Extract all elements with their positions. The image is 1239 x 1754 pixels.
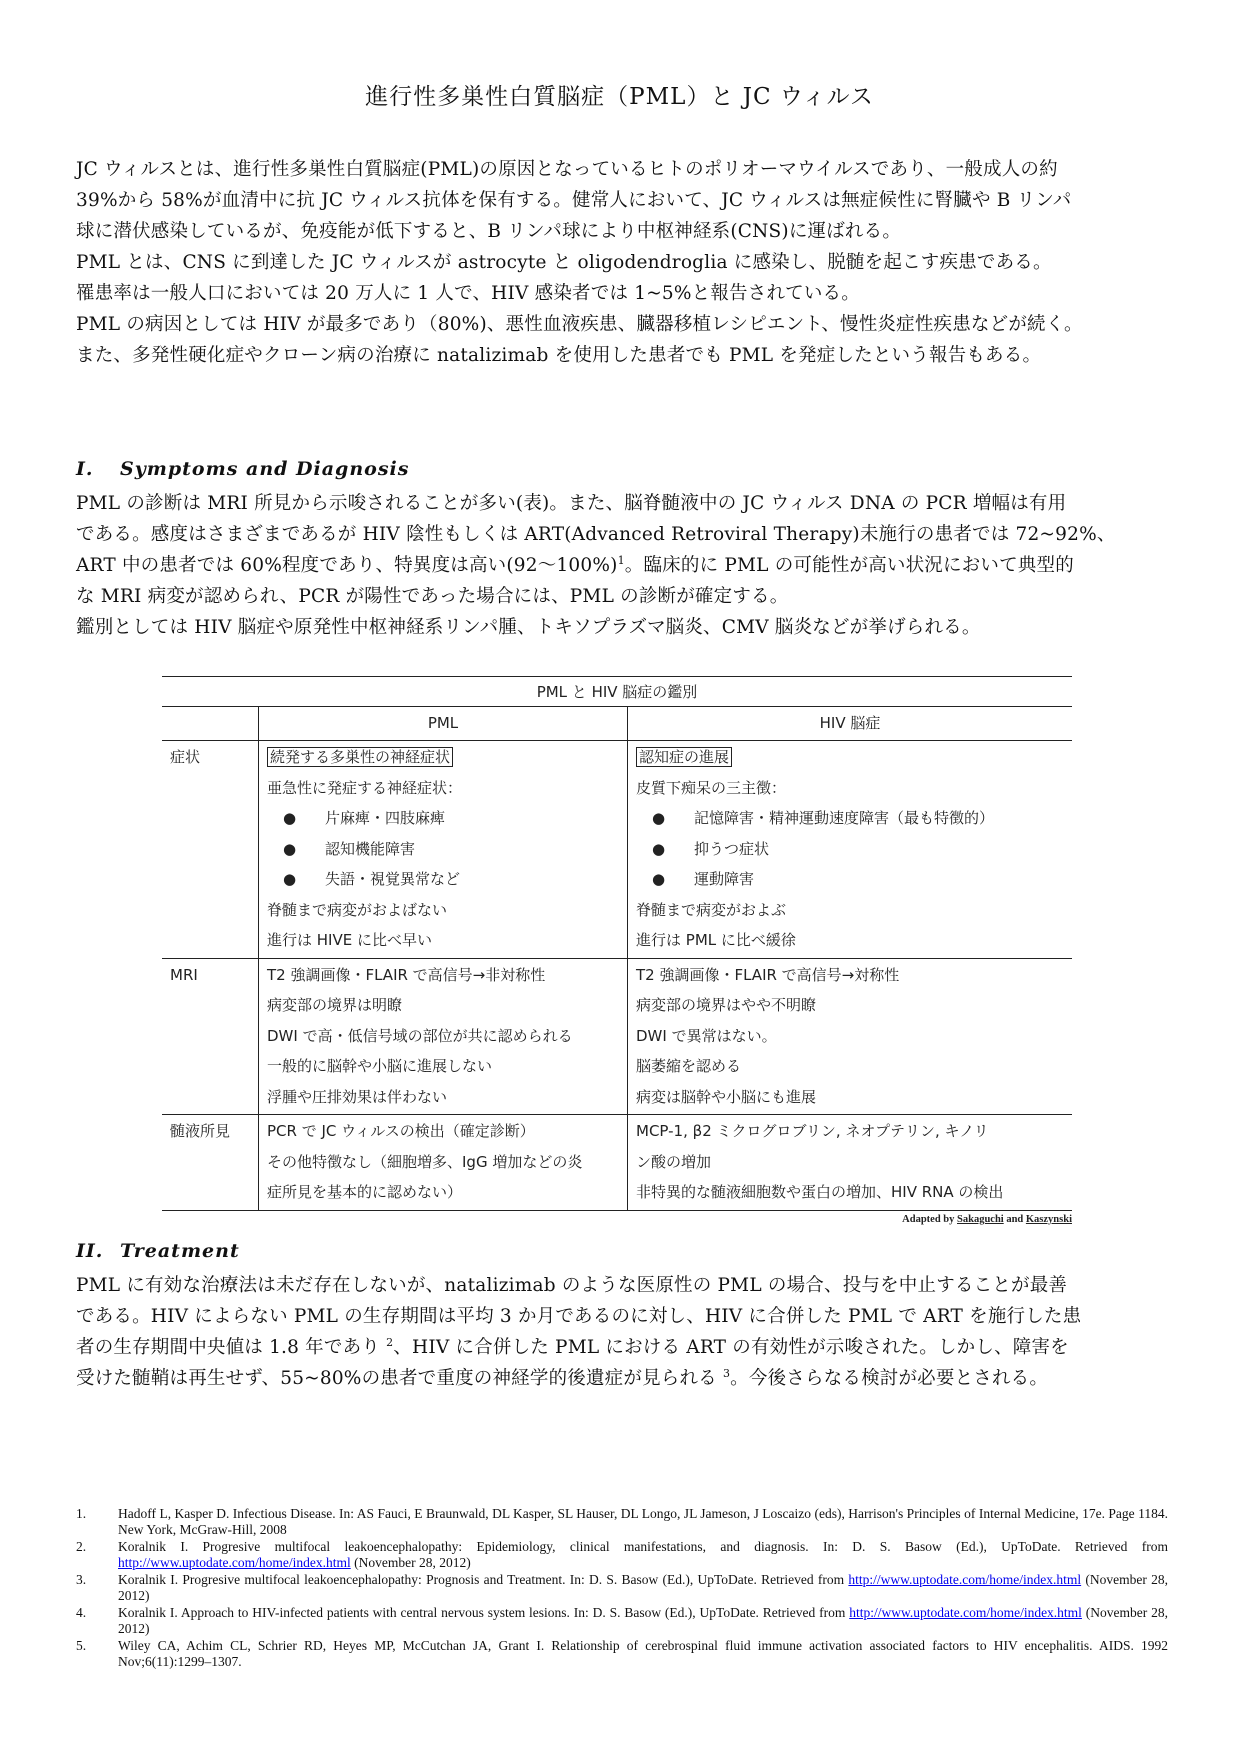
table-row-csf bbox=[162, 1115, 1072, 1210]
bullet-icon: ● bbox=[283, 809, 297, 827]
reference-link[interactable]: http://www.uptodate.com/home/index.html bbox=[118, 1555, 351, 1570]
reference-text: Wiley CA, Achim CL, Schrier RD, Heyes MP, McCutchan JA, Grant I. Relationship of cerebrospinal fluid immune activation associated factors to HIV encephalitis. AIDS. 1992 Nov;6(11):1299–1307. bbox=[118, 1638, 1168, 1669]
cell-pml-symptoms bbox=[258, 741, 627, 958]
diagnosis-line: 鑑別としては HIV 脳症や原発性中枢神経系リンパ腫、トキソプラズマ脳炎、CMV 脳炎などが挙げられる。 bbox=[76, 617, 981, 638]
table-header-pml: PML bbox=[258, 707, 627, 740]
bullet-item: ● 記憶障害・精神運動速度障害（最も特徴的） bbox=[636, 803, 1072, 834]
cell-hiv-csf bbox=[627, 1115, 1072, 1210]
reference-item: 4. Koralnik I. Approach to HIV-infected patients with central nervous system lesions. In: D. S. Basow (Ed.), UpToDate. Retrieved from http://www.uptodate.com/home/index.html (November 28, 2012) bbox=[76, 1605, 1168, 1636]
section-heading-treatment bbox=[76, 1240, 240, 1262]
diagnosis-line bbox=[76, 550, 1168, 581]
treatment-line: PML に有効な治療法は未だ存在しないが、natalizimab のような医原性の PML の場合、投与を中止することが最善 bbox=[76, 1275, 1068, 1296]
table-caption: PML と HIV 脳症の鑑別 bbox=[162, 676, 1072, 707]
diagnosis-line: な MRI 病変が認められ、PCR が陽性であった場合には、PML の診断が確定する。 bbox=[76, 586, 789, 607]
treatment-line: 者の生存期間中央値は 1.8 年であり $^2$、HIV に合併した PML における ART の有効性が示唆された。しかし、障害を bbox=[76, 1335, 1069, 1358]
intro-line: 罹患率は一般人口においては 20 万人に 1 人で、HIV 感染者では 1~5%と報告されている。 bbox=[76, 283, 860, 304]
bullet-item: ● 失語・視覚異常など bbox=[267, 864, 627, 895]
bullet-item: ● 片麻痺・四肢麻痺 bbox=[267, 803, 627, 834]
boxed-term: 認知症の進展 bbox=[636, 747, 732, 767]
row-label: 症状 bbox=[170, 748, 201, 766]
table-attribution: Adapted by Sakaguchi and Kaszynski bbox=[902, 1214, 1072, 1225]
cell-line: 一般的に脳幹や小脳に進展しない bbox=[267, 1057, 493, 1075]
cell-line: ン酸の増加 bbox=[636, 1152, 712, 1171]
table-row-mri bbox=[162, 959, 1072, 1116]
section-number: II. bbox=[76, 1240, 104, 1262]
cell-line: 病変は脳幹や小脳にも進展 bbox=[636, 1087, 817, 1106]
intro-line: また、多発性硬化症やクローン病の治療に natalizimab を使用した患者でも PML を発症したという報告もある。 bbox=[76, 345, 1042, 366]
cell-hiv-symptoms bbox=[627, 741, 1072, 958]
cell-line: 脳萎縮を認める bbox=[636, 1057, 742, 1075]
section-number: I. bbox=[76, 458, 94, 480]
cell-line: 非特異的な髄液細胞数や蛋白の増加、HIV RNA の検出 bbox=[636, 1183, 1004, 1201]
reference-number: 3. bbox=[76, 1572, 87, 1587]
reference-item bbox=[76, 1506, 1168, 1538]
reference-text: Hadoff L, Kasper D. Infectious Disease. In: AS Fauci, E Braunwald, DL Kasper, SL Hauser, DL Longo, JL Jameson, J Loscaizo (eds), Harrison's Principles of Internal Medicine, 17e. Page 1184. New York, McGraw-Hill, 2008 bbox=[118, 1506, 1168, 1537]
cell-line: その他特徴なし（細胞増多、IgG 増加などの炎 bbox=[267, 1152, 583, 1171]
treatment-line: である。HIV によらない PML の生存期間は平均 3 か月であるのに対し、HIV に合併した PML で ART を施行した患 bbox=[76, 1306, 1082, 1327]
diagnosis-paragraph bbox=[76, 488, 1168, 643]
intro-line: 39%から 58%が血清中に抗 JC ウィルス抗体を保有する。健常人において、JC ウィルスは無症候性に腎臓や B リンパ bbox=[76, 190, 1072, 211]
cell-line: PCR で JC ウィルスの検出（確定診断） bbox=[267, 1122, 535, 1140]
intro-line: 球に潜伏感染しているが、免疫能が低下すると、B リンパ球により中枢神経系(CNS)に運ばれる。 bbox=[76, 221, 902, 242]
citation-3[interactable]: 3 bbox=[722, 1366, 731, 1380]
reference-number: 1. bbox=[76, 1506, 87, 1521]
cell-line: DWI で異常はない。 bbox=[636, 1026, 777, 1045]
bullet-item: ● 運動障害 bbox=[636, 864, 1072, 895]
page-title: 進行性多巣性白質脳症（PML）と JC ウィルス bbox=[365, 84, 874, 110]
cell-line: 病変部の境界はやや不明瞭 bbox=[636, 996, 817, 1014]
cell-pml-csf bbox=[258, 1115, 627, 1210]
bullet-item: ● 抑うつ症状 bbox=[636, 834, 1072, 865]
cell-line: 病変部の境界は明瞭 bbox=[267, 996, 403, 1014]
bullet-icon: ● bbox=[652, 870, 666, 888]
reference-item: 3. Koralnik I. Progresive multifocal leakoencephalopathy: Prognosis and Treatment. In: D. S. Basow (Ed.), UpToDate. Retrieved from http://www.uptodate.com/home/index.html (November 28, 2012) bbox=[76, 1572, 1168, 1603]
citation-1[interactable]: 1 bbox=[617, 553, 625, 567]
cell-line: 進行は HIVE に比べ早い bbox=[267, 931, 432, 949]
cell-line: 脊髄まで病変がおよばない bbox=[267, 900, 448, 919]
diagnosis-text: ART 中の患者では 60%程度であり、特異度は高い(92～100%) bbox=[76, 555, 618, 576]
bullet-icon: ● bbox=[283, 839, 297, 858]
cell-line: 浮腫や圧排効果は伴わない bbox=[267, 1087, 448, 1106]
cell-line: T2 強調画像・FLAIR で高信号→非対称性 bbox=[267, 965, 546, 984]
cell-line: 脊髄まで病変がおよぶ bbox=[636, 900, 787, 919]
cell-line: 症所見を基本的に認めない） bbox=[267, 1183, 463, 1201]
reference-number: 4. bbox=[76, 1605, 87, 1620]
reference-text: Koralnik I. Progresive multifocal leakoencephalopathy: Epidemiology, clinical manifestations, and diagnosis. In: D. S. Basow (Ed.), UpToDate. Retrieved from bbox=[118, 1539, 1168, 1554]
reference-item bbox=[76, 1638, 1168, 1670]
cell-line: DWI で高・低信号域の部位が共に認められる bbox=[267, 1026, 573, 1045]
diagnosis-line: である。感度はさまざまであるが HIV 陰性もしくは ART(Advanced Retroviral Therapy)未施行の患者では 72~92%、 bbox=[76, 524, 1116, 545]
cell-line: 皮質下痴呆の三主徴： bbox=[636, 778, 787, 797]
row-label: MRI bbox=[170, 965, 198, 984]
reference-text: Koralnik I. Progresive multifocal leakoencephalopathy: Prognosis and Treatment. In: D. S. Basow (Ed.), UpToDate. Retrieved from bbox=[118, 1572, 849, 1587]
bullet-icon: ● bbox=[652, 809, 666, 827]
reference-number: 5. bbox=[76, 1638, 87, 1653]
table-header-empty bbox=[162, 707, 258, 740]
table-grid bbox=[162, 706, 1072, 1211]
table-header-row bbox=[162, 707, 1072, 741]
bullet-icon: ● bbox=[283, 870, 297, 888]
bullet-item: ● 認知機能障害 bbox=[267, 834, 627, 865]
cell-line: MCP-1, β2 ミクログロブリン, ネオプテリン, キノリ bbox=[636, 1122, 989, 1140]
diagnosis-line: PML の診断は MRI 所見から示唆されることが多い(表)。また、脳脊髄液中の JC ウィルス DNA の PCR 増幅は有用 bbox=[76, 493, 1067, 514]
reference-text: Koralnik I. Approach to HIV-infected patients with central nervous system lesions. In: D. S. Basow (Ed.), UpToDate. Retrieved from bbox=[118, 1605, 850, 1620]
citation-2[interactable]: 2 bbox=[386, 1335, 394, 1349]
references-list bbox=[76, 1506, 1168, 1671]
cell-pml-mri bbox=[258, 959, 627, 1115]
intro-line: PML の病因としては HIV が最多であり（80%)、悪性血液疾患、臓器移植レシピエント、慢性炎症性疾患などが続く。 bbox=[76, 314, 1083, 335]
intro-paragraph bbox=[76, 154, 1168, 371]
reference-item: 2. Koralnik I. Progresive multifocal leakoencephalopathy: Epidemiology, clinical manifestations, and diagnosis. In: D. S. Basow (Ed.), UpToDate. Retrieved from http://www.uptodate.com/home/index.html (November 28, 2012) bbox=[76, 1539, 1168, 1570]
section-title: Symptoms and Diagnosis bbox=[120, 458, 410, 480]
cell-line: T2 強調画像・FLAIR で高信号→対称性 bbox=[636, 965, 900, 984]
cell-hiv-mri bbox=[627, 959, 1072, 1115]
table-row-symptoms bbox=[162, 741, 1072, 959]
cell-line: 亜急性に発症する神経症状： bbox=[267, 778, 463, 797]
section-heading-symptoms bbox=[76, 458, 409, 480]
reference-link[interactable]: http://www.uptodate.com/home/index.html bbox=[849, 1605, 1082, 1620]
intro-line: PML とは、CNS に到達した JC ウィルスが astrocyte と oligodendroglia に感染し、脱髄を起こす疾患である。 bbox=[76, 252, 1052, 273]
reference-number: 2. bbox=[76, 1539, 87, 1554]
bullet-icon: ● bbox=[652, 839, 666, 858]
cell-line: 進行は PML に比べ緩徐 bbox=[636, 931, 796, 949]
table-header-hiv: HIV 脳症 bbox=[627, 707, 1072, 740]
section-title: Treatment bbox=[120, 1240, 240, 1262]
row-label: 髄液所見 bbox=[170, 1122, 231, 1140]
treatment-paragraph bbox=[76, 1270, 1168, 1394]
intro-line: JC ウィルスとは、進行性多巣性白質脳症(PML)の原因となっているヒトのポリオーマウイルスであり、一般成人の約 bbox=[76, 159, 1058, 180]
diagnosis-text: 。臨床的に PML の可能性が高い状況において典型的 bbox=[624, 555, 1074, 576]
reference-link[interactable]: http://www.uptodate.com/home/index.html bbox=[848, 1572, 1082, 1587]
boxed-term: 続発する多巣性の神経症状 bbox=[267, 747, 453, 767]
treatment-line: 受けた髄鞘は再生せず、55~80%の患者で重度の神経学的後遺症が見られる $^3$。今後さらなる検討が必要とされる。 bbox=[76, 1366, 1049, 1389]
